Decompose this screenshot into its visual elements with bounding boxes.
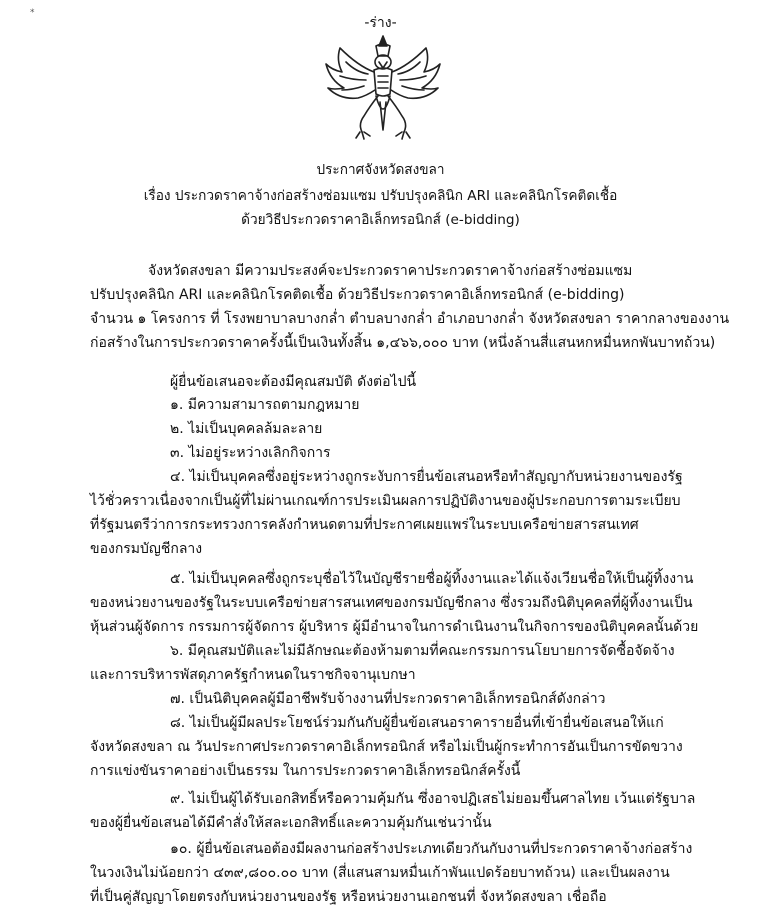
- qualification-item-4: ๔. ไม่เป็นบุคคลซึ่งอยู่ระหว่างถูกระงับการยื่นข้อเสนอหรือทำสัญญากับหน่วยงานของรัฐ: [170, 469, 683, 485]
- intro-line: จังหวัดสงขลา มีความประสงค์จะประกวดราคาประกวดราคาจ้างก่อสร้างซ่อมแซม: [148, 263, 633, 279]
- qualification-item-5: ๕. ไม่เป็นบุคคลซึ่งถูกระบุชื่อไว้ในบัญชีรายชื่อผู้ทิ้งงานและได้แจ้งเวียนชื่อให้เป็นผู้ทิ้งงาน: [170, 571, 694, 587]
- qualification-item-4-cont: ที่รัฐมนตรีว่าการกระทรวงการคลังกำหนดตามที่ประกาศเผยแพร่ในระบบเครือข่ายสารสนเทศ: [90, 517, 639, 533]
- qualification-item-8-cont: การแข่งขันราคาอย่างเป็นธรรม ในการประกวดราคาอิเล็กทรอนิกส์ครั้งนี้: [90, 763, 521, 779]
- announcement-subject: เรื่อง ประกวดราคาจ้างก่อสร้างซ่อมแซม ปรับปรุงคลินิก ARI และคลินิกโรคติดเชื้อ: [143, 188, 618, 204]
- qualification-item-4-cont: ของกรมบัญชีกลาง: [90, 541, 203, 557]
- qualification-item-10: ๑๐. ผู้ยื่นข้อเสนอต้องมีผลงานก่อสร้างประเภทเดียวกันกับงานที่ประกวดราคาจ้างก่อสร้าง: [170, 841, 693, 857]
- qualification-item-6-cont: และการบริหารพัสดุภาครัฐกำหนดในราชกิจจานุเบกษา: [90, 667, 416, 683]
- qualification-item-10-cont: ในวงเงินไม่น้อยกว่า ๔๓๙,๘๐๐.๐๐ บาท (สี่แสนสามหมื่นเก้าพันแปดร้อยบาทถ้วน) และเป็นผลงาน: [90, 865, 670, 881]
- intro-line: ปรับปรุงคลินิก ARI และคลินิกโรคติดเชื้อ ด้วยวิธีประกวดราคาอิเล็กทรอนิกส์ (e-bidding): [90, 287, 625, 303]
- announcement-method: ด้วยวิธีประกวดราคาอิเล็กทรอนิกส์ (e-bidding): [241, 212, 520, 228]
- qualification-item-8: ๘. ไม่เป็นผู้มีผลประโยชน์ร่วมกันกับผู้ยื่นข้อเสนอราคารายอื่นที่เข้ายื่นข้อเสนอให้แก่: [170, 715, 664, 731]
- qualification-item-5-cont: หุ้นส่วนผู้จัดการ กรรมการผู้จัดการ ผู้บริหาร ผู้มีอำนาจในการดำเนินงานในกิจการของนิติบุคคลนั้นด้วย: [90, 619, 699, 635]
- qualification-item-2: ๒. ไม่เป็นบุคคลล้มละลาย: [170, 421, 323, 437]
- qualification-item-10-cont: ที่เป็นคู่สัญญาโดยตรงกับหน่วยงานของรัฐ หรือหน่วยงานเอกชนที่ จังหวัดสงขลา เชื่อถือ: [90, 889, 607, 905]
- qualification-item-5-cont: ของหน่วยงานของรัฐในระบบเครือข่ายสารสนเทศของกรมบัญชีกลาง ซึ่งรวมถึงนิติบุคคลที่ผู้ทิ้งงานเป็น: [90, 595, 693, 611]
- draft-label: -ร่าง-: [364, 15, 397, 31]
- qualifications-heading: ผู้ยื่นข้อเสนอจะต้องมีคุณสมบัติ ดังต่อไปนี้: [170, 374, 417, 390]
- qualification-item-8-cont: จังหวัดสงขลา ณ วันประกาศประกวดราคาอิเล็กทรอนิกส์ หรือไม่เป็นผู้กระทำการอันเป็นการขัดขวาง: [90, 739, 683, 755]
- qualification-item-4-cont: ไว้ชั่วคราวเนื่องจากเป็นผู้ที่ไม่ผ่านเกณฑ์การประเมินผลการปฏิบัติงานของผู้ประกอบการตามระเบียบ: [90, 493, 681, 509]
- qualification-item-9-cont: ของผู้ยื่นข้อเสนอได้มีคำสั่งให้สละเอกสิทธิ์และความคุ้มกันเช่นว่านั้น: [90, 815, 492, 831]
- qualification-item-1: ๑. มีความสามารถตามกฎหมาย: [170, 397, 360, 413]
- announcement-title: ประกาศจังหวัดสงขลา: [316, 162, 445, 178]
- garuda-emblem-icon: [318, 32, 448, 144]
- qualification-item-6: ๖. มีคุณสมบัติและไม่มีลักษณะต้องห้ามตามที่คณะกรรมการนโยบายการจัดซื้อจัดจ้าง: [170, 643, 675, 659]
- qualification-item-7: ๗. เป็นนิติบุคคลผู้มีอาชีพรับจ้างงานที่ประกวดราคาอิเล็กทรอนิกส์ดังกล่าว: [170, 691, 606, 707]
- intro-line: ก่อสร้างในการประกวดราคาครั้งนี้เป็นเงินทั้งสิ้น ๑,๔๖๖,๐๐๐ บาท (หนึ่งล้านสี่แสนหกหมื่นหกพันบาทถ้วน): [90, 335, 716, 351]
- qualification-item-3: ๓. ไม่อยู่ระหว่างเลิกกิจการ: [170, 445, 331, 461]
- corner-mark: *: [30, 8, 35, 18]
- qualification-item-9: ๙. ไม่เป็นผู้ได้รับเอกสิทธิ์หรือความคุ้มกัน ซึ่งอาจปฏิเสธไม่ยอมขึ้นศาลไทย เว้นแต่รัฐบาล: [170, 791, 696, 807]
- intro-line: จำนวน ๑ โครงการ ที่ โรงพยาบาลบางกล่ำ ตำบลบางกล่ำ อำเภอบางกล่ำ จังหวัดสงขลา ราคากลางของงาน: [90, 311, 730, 327]
